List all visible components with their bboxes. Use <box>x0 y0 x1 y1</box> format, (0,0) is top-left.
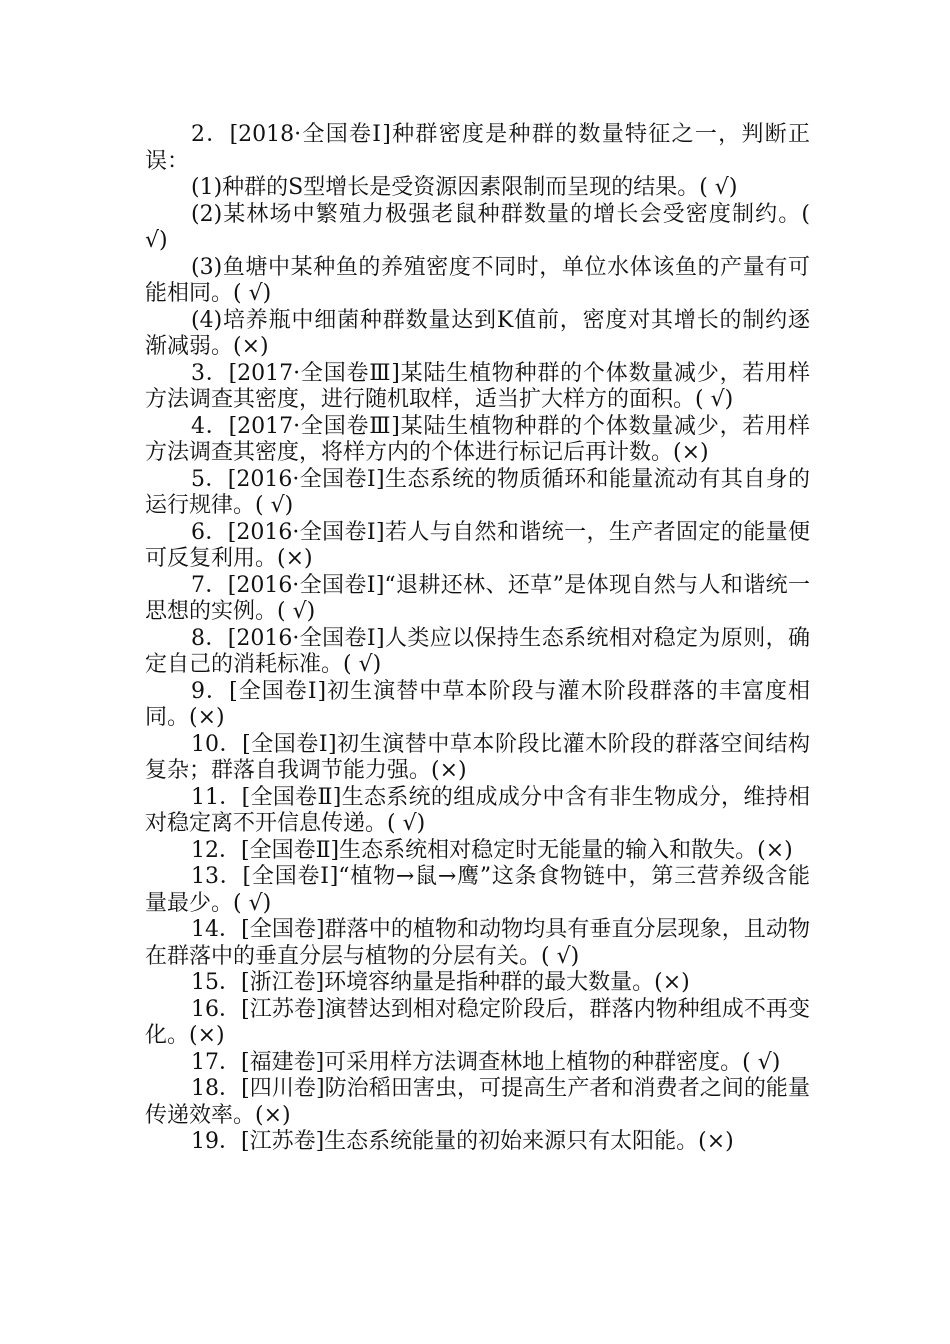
question-9: 9．[全国卷Ⅰ]初生演替中草本阶段与灌木阶段群落的丰富度相同。(×) <box>145 678 810 730</box>
question-19: 19．[江苏卷]生态系统能量的初始来源只有太阳能。(×) <box>191 1129 734 1154</box>
document-body <box>145 122 810 1156</box>
question-15: 15．[浙江卷]环境容纳量是指种群的最大数量。(×) <box>191 970 690 995</box>
question-14: 14．[全国卷]群落中的植物和动物均具有垂直分层现象，且动物在群落中的垂直分层与植物的分层有关。( √) <box>145 917 810 969</box>
question-4: 4．[2017·全国卷Ⅲ]某陆生植物种群的个体数量减少，若用样方法调查其密度，将样方内的个体进行标记后再计数。(×) <box>145 413 810 465</box>
question-10: 10．[全国卷Ⅰ]初生演替中草本阶段比灌木阶段的群落空间结构复杂；群落自我调节能力强。(×) <box>145 731 810 783</box>
question-2-stem: 2．[2018·全国卷Ⅰ]种群密度是种群的数量特征之一，判断正误： <box>145 122 810 174</box>
question-3: 3．[2017·全国卷Ⅲ]某陆生植物种群的个体数量减少，若用样方法调查其密度，进行随机取样，适当扩大样方的面积。( √) <box>145 360 810 412</box>
question-5: 5．[2016·全国卷Ⅰ]生态系统的物质循环和能量流动有其自身的运行规律。( √) <box>145 466 810 518</box>
question-12: 12．[全国卷Ⅱ]生态系统相对稳定时无能量的输入和散失。(×) <box>191 837 793 863</box>
question-6: 6．[2016·全国卷Ⅰ]若人与自然和谐统一，生产者固定的能量便可反复利用。(×) <box>145 519 810 571</box>
question-2-item-1: (1)种群的S型增长是受资源因素限制而呈现的结果。( √) <box>191 175 738 200</box>
question-18: 18．[四川卷]防治稻田害虫，可提高生产者和消费者之间的能量传递效率。(×) <box>145 1076 810 1128</box>
question-2-item-2: (2)某林场中繁殖力极强老鼠种群数量的增长会受密度制约。( √) <box>145 201 810 253</box>
question-2-item-3: (3)鱼塘中某种鱼的养殖密度不同时，单位水体该鱼的产量有可能相同。( √) <box>145 254 810 306</box>
question-8: 8．[2016·全国卷Ⅰ]人类应以保持生态系统相对稳定为原则，确定自己的消耗标准。( √) <box>145 625 810 677</box>
question-16: 16．[江苏卷]演替达到相对稳定阶段后，群落内物种组成不再变化。(×) <box>145 996 810 1048</box>
question-11: 11．[全国卷Ⅱ]生态系统的组成成分中含有非生物成分，维持相对稳定离不开信息传递。( √) <box>145 784 810 836</box>
question-2-item-4: (4)培养瓶中细菌种群数量达到K值前，密度对其增长的制约逐渐减弱。(×) <box>145 307 810 359</box>
question-17: 17．[福建卷]可采用样方法调查林地上植物的种群密度。( √) <box>191 1049 781 1075</box>
question-13: 13．[全国卷Ⅰ]“植物→鼠→鹰”这条食物链中，第三营养级含能量最少。( √) <box>145 864 810 916</box>
question-7: 7．[2016·全国卷Ⅰ]“退耕还林、还草”是体现自然与人和谐统一思想的实例。( √) <box>145 572 810 624</box>
